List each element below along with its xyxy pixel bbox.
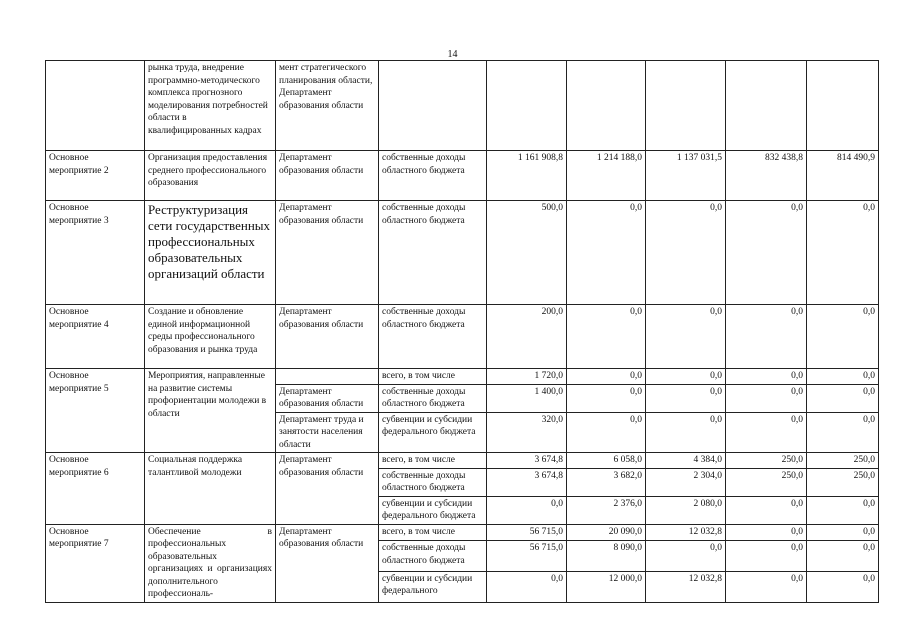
cell-value: 12 032,8	[646, 571, 726, 602]
cell-value: 0,0	[726, 384, 807, 412]
cell-source: собственные доходы областного бюджета	[379, 384, 487, 412]
table-row	[46, 305, 879, 369]
cell-value: 3 674,8	[487, 468, 567, 496]
cell-value: 2 376,0	[567, 496, 646, 524]
cell-source: собственные доходы областного бюджета	[379, 201, 487, 305]
cell-value: 250,0	[726, 453, 807, 469]
cell-value: 0,0	[646, 201, 726, 305]
cell-value: 0,0	[807, 541, 879, 572]
cell-source: всего, в том числе	[379, 453, 487, 469]
cell-value: 8 090,0	[567, 541, 646, 572]
cell-value: 0,0	[807, 369, 879, 385]
cell-value: 0,0	[646, 384, 726, 412]
cell-source: собственные доходы областного бюджета	[379, 151, 487, 201]
cell-value: 320,0	[487, 412, 567, 453]
cell-value: 0,0	[567, 201, 646, 305]
cell-value: 0,0	[726, 524, 807, 541]
cell-value: 2 080,0	[646, 496, 726, 524]
cell-name: Основное мероприятие 7	[46, 524, 145, 602]
cell-value: 0,0	[487, 496, 567, 524]
cell-value	[726, 61, 807, 151]
cell-value: 0,0	[726, 201, 807, 305]
table-row	[46, 61, 879, 151]
cell-value	[487, 61, 567, 151]
cell-value: 12 032,8	[646, 524, 726, 541]
cell-value	[646, 61, 726, 151]
cell-value: 250,0	[726, 468, 807, 496]
table-row	[46, 524, 879, 541]
cell-source: собственные доходы областного бюджета	[379, 305, 487, 369]
cell-value: 56 715,0	[487, 541, 567, 572]
cell-source: субвенции и субсидии федерального бюджета	[379, 496, 487, 524]
cell-executor: Департамент образования области	[276, 201, 379, 305]
cell-value: 0,0	[726, 305, 807, 369]
cell-name: Основное мероприятие 3	[46, 201, 145, 305]
cell-value	[807, 61, 879, 151]
cell-value: 0,0	[807, 384, 879, 412]
table-row	[46, 453, 879, 469]
cell-source: субвенции и субсидии федерального бюджета	[379, 412, 487, 453]
cell-source	[379, 61, 487, 151]
cell-value: 3 682,0	[567, 468, 646, 496]
cell-value: 0,0	[646, 305, 726, 369]
cell-value: 0,0	[726, 571, 807, 602]
cell-value: 814 490,9	[807, 151, 879, 201]
cell-value: 0,0	[807, 496, 879, 524]
cell-value: 4 384,0	[646, 453, 726, 469]
cell-name: Основное мероприятие 5	[46, 369, 145, 453]
cell-value: 0,0	[567, 305, 646, 369]
cell-executor: Департамент образования области	[276, 305, 379, 369]
cell-executor: мент стратегического планирования области, Департамент образования области	[276, 61, 379, 151]
cell-value: 1 400,0	[487, 384, 567, 412]
cell-value: 0,0	[646, 412, 726, 453]
cell-executor: Департамент образования области	[276, 151, 379, 201]
cell-value: 1 720,0	[487, 369, 567, 385]
cell-source: собственные доходы областного бюджета	[379, 468, 487, 496]
cell-description: Реструктуризация сети государственных профессиональных образовательных организаций области	[145, 201, 276, 305]
cell-executor: Департамент образования области	[276, 384, 379, 412]
cell-value	[567, 61, 646, 151]
cell-value: 1 137 031,5	[646, 151, 726, 201]
table-row	[46, 201, 879, 305]
cell-value: 1 214 188,0	[567, 151, 646, 201]
cell-executor	[276, 369, 379, 385]
cell-value: 6 058,0	[567, 453, 646, 469]
page-number: 14	[447, 49, 458, 60]
cell-description: Организация предоставления среднего профессионального образования	[145, 151, 276, 201]
cell-value: 20 090,0	[567, 524, 646, 541]
cell-value: 0,0	[807, 412, 879, 453]
cell-value: 0,0	[646, 541, 726, 572]
cell-executor: Департамент труда и занятости населения области	[276, 412, 379, 453]
table-row	[46, 151, 879, 201]
cell-value: 250,0	[807, 468, 879, 496]
cell-value: 832 438,8	[726, 151, 807, 201]
cell-description: Обеспечение в профессиональных образовательных организациях и организациях дополнительного профессиональ-	[145, 524, 276, 602]
cell-value: 0,0	[807, 305, 879, 369]
cell-value: 0,0	[646, 369, 726, 385]
cell-description: Создание и обновление единой информационной среды профессионального образования и рынка труда	[145, 305, 276, 369]
cell-description: Мероприятия, направленные на развитие системы профориентации молодежи в области	[145, 369, 276, 453]
cell-description: рынка труда, внедрение программно-методического комплекса прогнозного моделирования потребностей области в квалифицированных кадрах	[145, 61, 276, 151]
cell-value: 2 304,0	[646, 468, 726, 496]
cell-value: 0,0	[726, 496, 807, 524]
cell-description: Социальная поддержка талантливой молодежи	[145, 453, 276, 525]
cell-value: 0,0	[726, 541, 807, 572]
cell-source: субвенции и субсидии федерального	[379, 571, 487, 602]
cell-value: 250,0	[807, 453, 879, 469]
cell-source: всего, в том числе	[379, 524, 487, 541]
cell-value: 200,0	[487, 305, 567, 369]
cell-value: 0,0	[567, 384, 646, 412]
cell-name: Основное мероприятие 6	[46, 453, 145, 525]
cell-name	[46, 61, 145, 151]
cell-value: 0,0	[567, 412, 646, 453]
cell-value: 0,0	[726, 412, 807, 453]
cell-value: 0,0	[487, 571, 567, 602]
cell-value: 12 000,0	[567, 571, 646, 602]
cell-executor: Департамент образования области	[276, 524, 379, 602]
cell-value: 3 674,8	[487, 453, 567, 469]
cell-name: Основное мероприятие 2	[46, 151, 145, 201]
program-table	[45, 60, 879, 603]
cell-name: Основное мероприятие 4	[46, 305, 145, 369]
cell-value: 56 715,0	[487, 524, 567, 541]
cell-value: 0,0	[807, 571, 879, 602]
table-row	[46, 369, 879, 385]
cell-value: 0,0	[807, 201, 879, 305]
cell-value: 1 161 908,8	[487, 151, 567, 201]
cell-source: всего, в том числе	[379, 369, 487, 385]
cell-source: собственные доходы областного бюджета	[379, 541, 487, 572]
cell-value: 0,0	[807, 524, 879, 541]
cell-value: 0,0	[726, 369, 807, 385]
cell-executor: Департамент образования области	[276, 453, 379, 525]
cell-value: 500,0	[487, 201, 567, 305]
cell-value: 0,0	[567, 369, 646, 385]
